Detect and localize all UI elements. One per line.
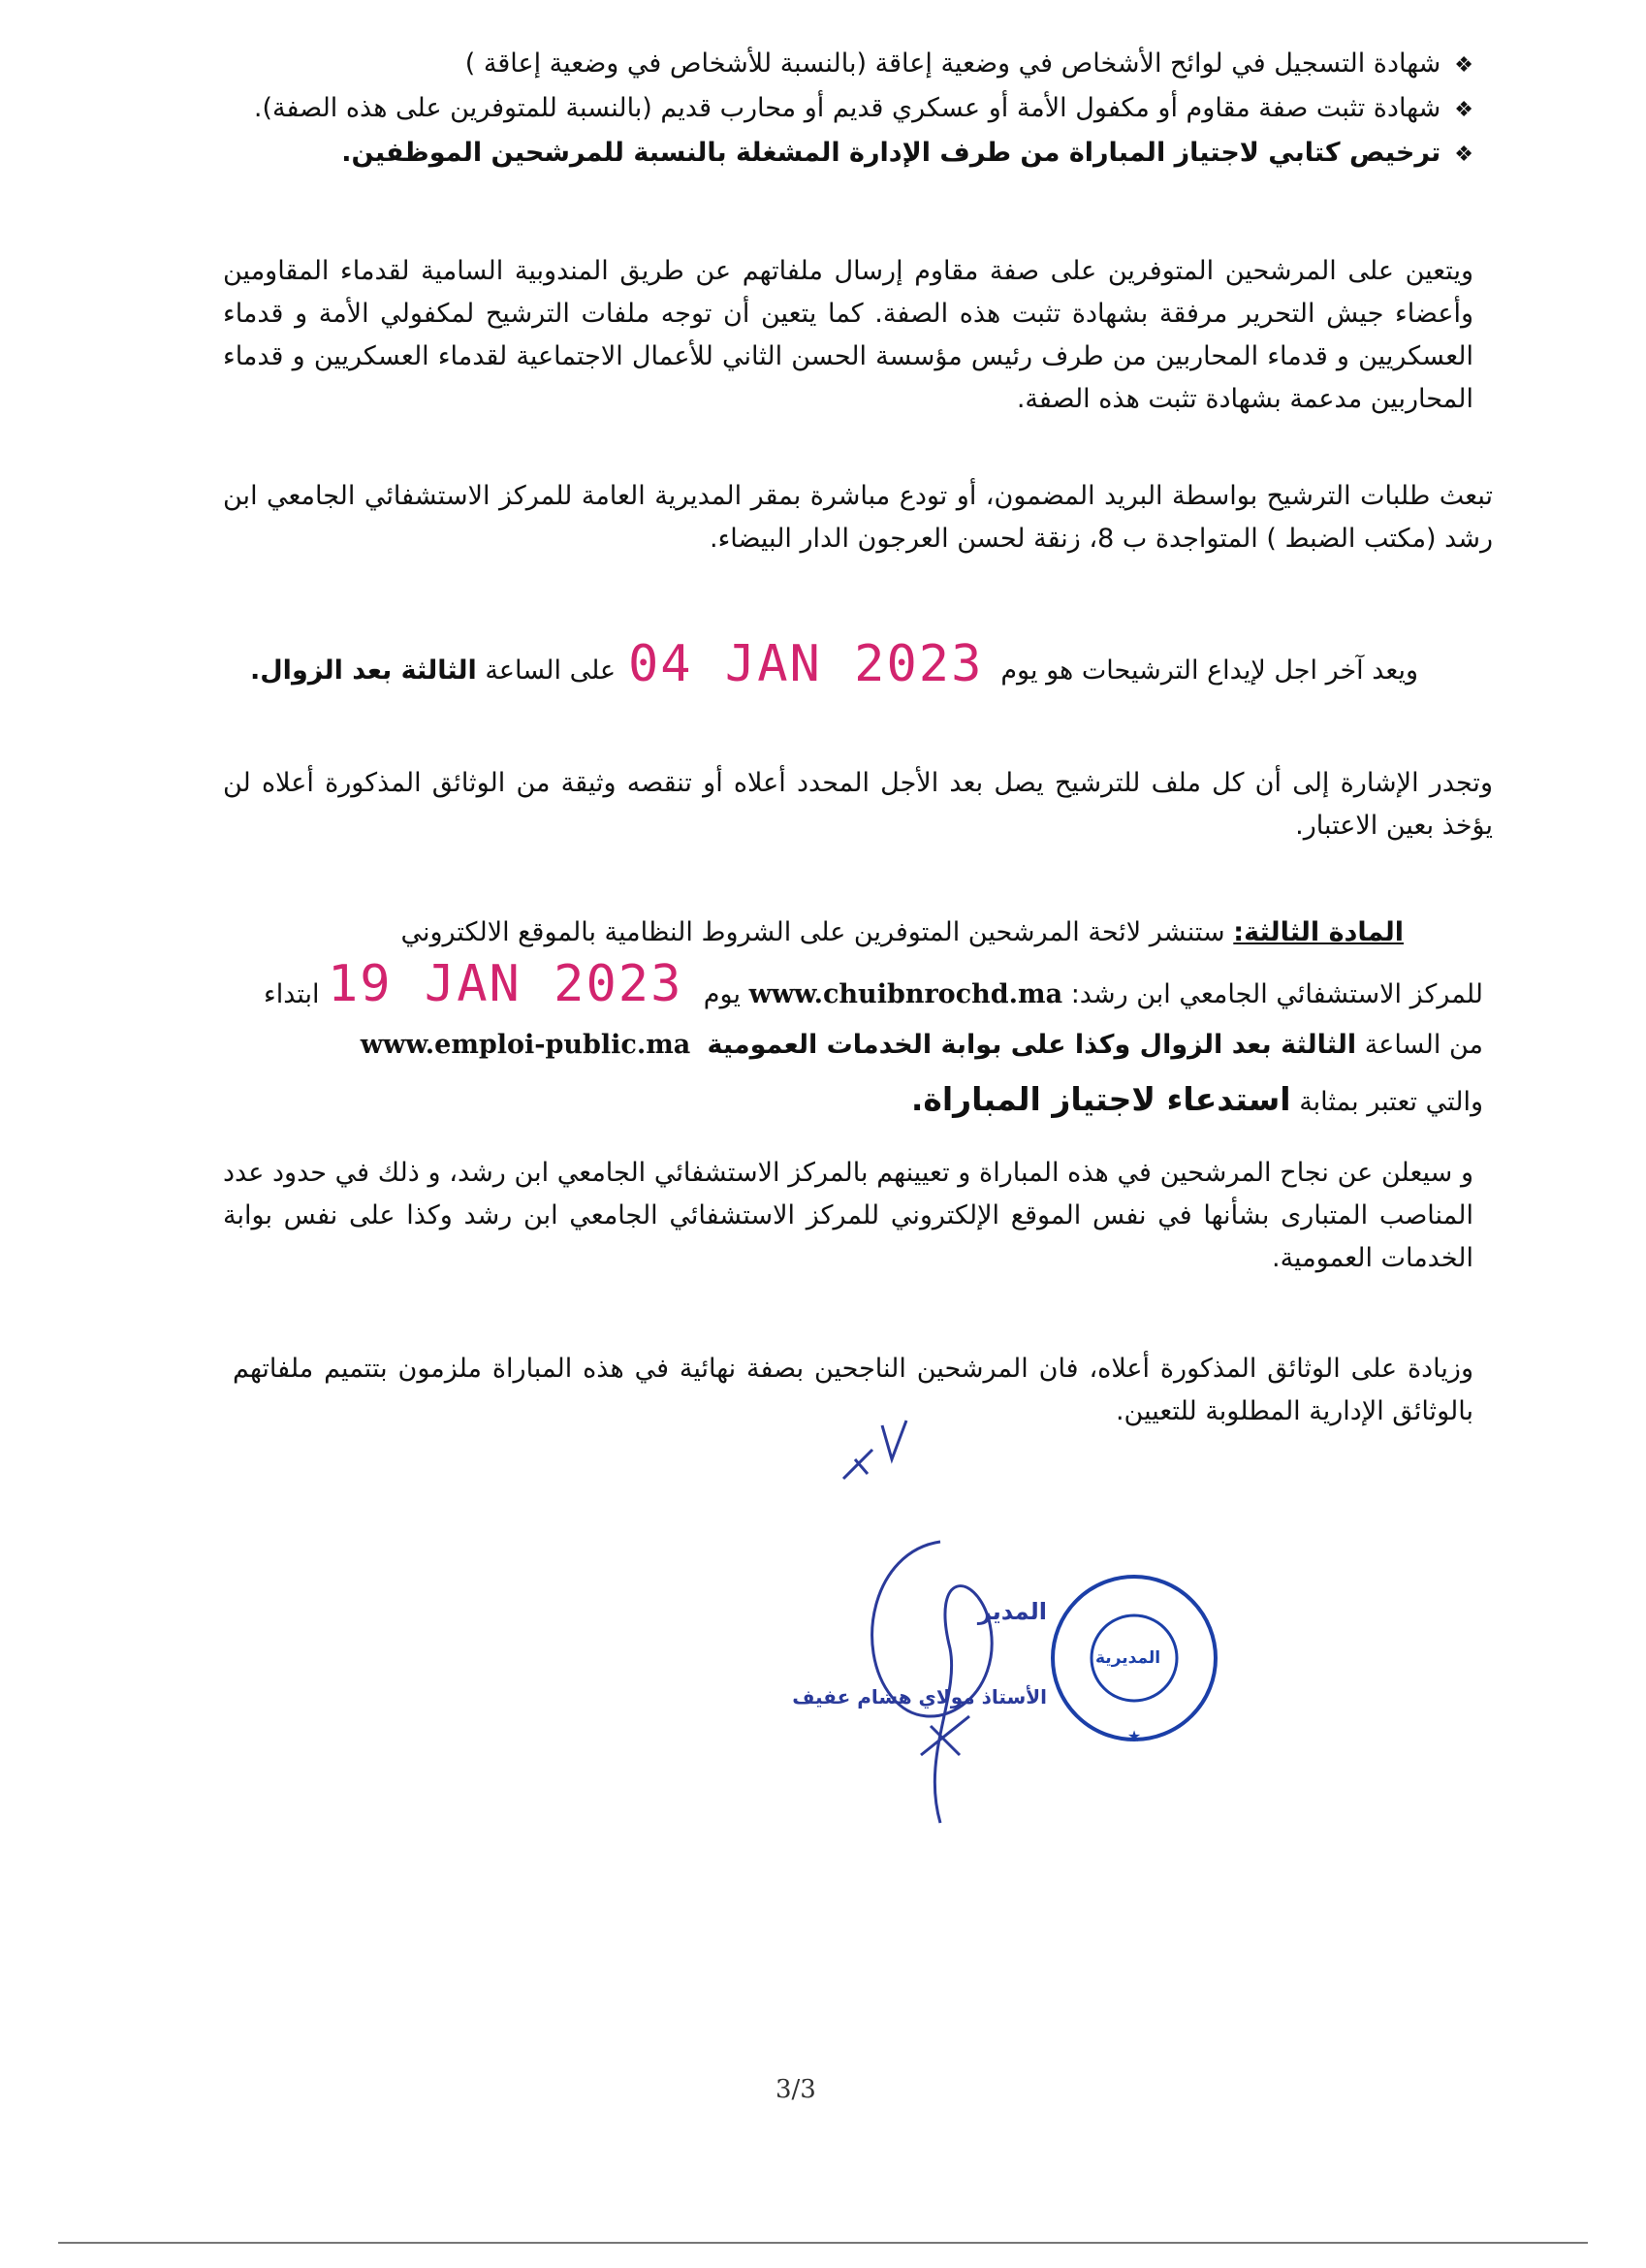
paragraph-veterans: ويتعين على المرشحين المتوفرين على صفة مقاوم إرسال ملفاتهم عن طريق المندوبية السامية لقدماء المقاومين وأعضاء جيش التحرير مرفقة بشهادة تثبت هذه الصفة. كما يتعين أن توجه ملفات الترشيح لمكفولي الأمة و قدماء العسكريين و قدماء المحاربين من طرف رئيس مؤسسة الحسن الثاني للأعمال الاجتماعية لقدماء العسكريين و قدماء المحاربين مدعمة بشهادة تثبت هذه الصفة. <box>223 256 1473 414</box>
article3-heading: المادة الثالثة: <box>1233 917 1404 947</box>
article3-text-2: للمركز الاستشفائي الجامعي ابن رشد: <box>1070 979 1483 1009</box>
article3-text-4b: استدعاء لاجتياز المباراة. <box>910 1080 1291 1118</box>
article3-line4 <box>911 1078 1483 1124</box>
signature-name: الأستاذ مولاي هشام عفيف <box>792 1685 1047 1709</box>
bullet-item <box>213 43 1473 87</box>
article3-text-3a: من الساعة <box>1364 1030 1483 1060</box>
bottom-divider <box>58 2242 1588 2244</box>
article3-text-1: ستنشر لائحة المرشحين المتوفرين على الشروط النظامية بالموقع الالكتروني <box>400 917 1225 947</box>
bullet-item <box>213 87 1473 132</box>
article3-line2-right <box>704 974 1483 1016</box>
deadline-time: الثالثة بعد الزوال. <box>250 655 477 686</box>
publication-date-stamp: 19 JAN 2023 <box>328 955 683 1013</box>
deadline-line <box>1000 650 1418 692</box>
deadline-prefix: ويعد آخر اجل لإيداع الترشيحات هو يوم <box>1000 655 1418 686</box>
paragraph-late-files: وتجدر الإشارة إلى أن كل ملف للترشيح يصل بعد الأجل المحدد أعلاه أو تنقصه وثيقة من الوثائق المذكورة أعلاه لن يؤخذ بعين الاعتبار. <box>223 768 1493 841</box>
svg-text:★: ★ <box>1126 1727 1142 1745</box>
signature-title: المدير <box>977 1598 1047 1625</box>
bullet-text: ترخيص كتابي لاجتياز المباراة من طرف الإدارة المشغلة بالنسبة للمرشحين الموظفين. <box>341 138 1441 168</box>
bullet-item <box>213 132 1473 176</box>
article3-text-3b: الثالثة بعد الزوال وكذا على بوابة الخدمات العمومية <box>707 1030 1357 1060</box>
bullet-text: شهادة تثبت صفة مقاوم أو مكفول الأمة أو عسكري قديم أو محارب قديم (بالنسبة للمتوفرين على هذه الصفة). <box>253 93 1441 123</box>
article3-line3 <box>361 1024 1483 1067</box>
paragraph-submission: تبعث طلبات الترشيح بواسطة البريد المضمون، أو تودع مباشرة بمقر المديرية العامة للمركز الاستشفائي الجامعي ابن رشد (مكتب الضبط ) المتواجدة ب 8، زنقة لحسن العرجون الدار البيضاء. <box>223 481 1493 554</box>
article3-text-4a: والتي تعتبر بمثابة <box>1299 1087 1483 1117</box>
article3-line1 <box>400 911 1404 954</box>
bullet-text: شهادة التسجيل في لوائح الأشخاص في وضعية إعاقة (بالنسبة للأشخاص في وضعية إعاقة ) <box>464 48 1441 79</box>
website-url-emploi-public[interactable]: www.emploi-public.ma <box>360 1030 691 1060</box>
page-number: 3/3 <box>776 2075 816 2104</box>
paragraph-final: وزيادة على الوثائق المذكورة أعلاه، فان المرشحين الناجحين بصفة نهائية في هذه المباراة ملزمون بتتميم ملفاتهم بالوثائق الإدارية المطلوبة للتعيين. <box>233 1354 1473 1426</box>
handwritten-initials <box>814 1416 931 1493</box>
deadline-time-line <box>250 650 616 692</box>
deadline-middle: على الساعة <box>485 655 617 686</box>
article3-text-day: يوم <box>703 979 741 1009</box>
bullet-list <box>213 43 1473 176</box>
website-url-chuibnrochd[interactable]: www.chuibnrochd.ma <box>748 979 1063 1009</box>
article3-text-from: ابتداء <box>264 979 320 1009</box>
official-seal <box>1047 1571 1221 1745</box>
paragraph-results: و سيعلن عن نجاح المرشحين في هذه المباراة و تعيينهم بالمركز الاستشفائي الجامعي ابن رشد، و ذلك في حدود عدد المناصب المتبارى بشأنها في نفس الموقع الإلكتروني للمركز الاستشفائي الجامعي ابن رشد وكذا على نفس بوابة الخدمات العمومية. <box>223 1158 1473 1273</box>
deadline-date-stamp: 04 JAN 2023 <box>628 635 984 693</box>
signature-block <box>792 1532 1066 1842</box>
seal-center-text: المديرية <box>1095 1648 1161 1668</box>
article3-line2-left <box>264 974 320 1016</box>
